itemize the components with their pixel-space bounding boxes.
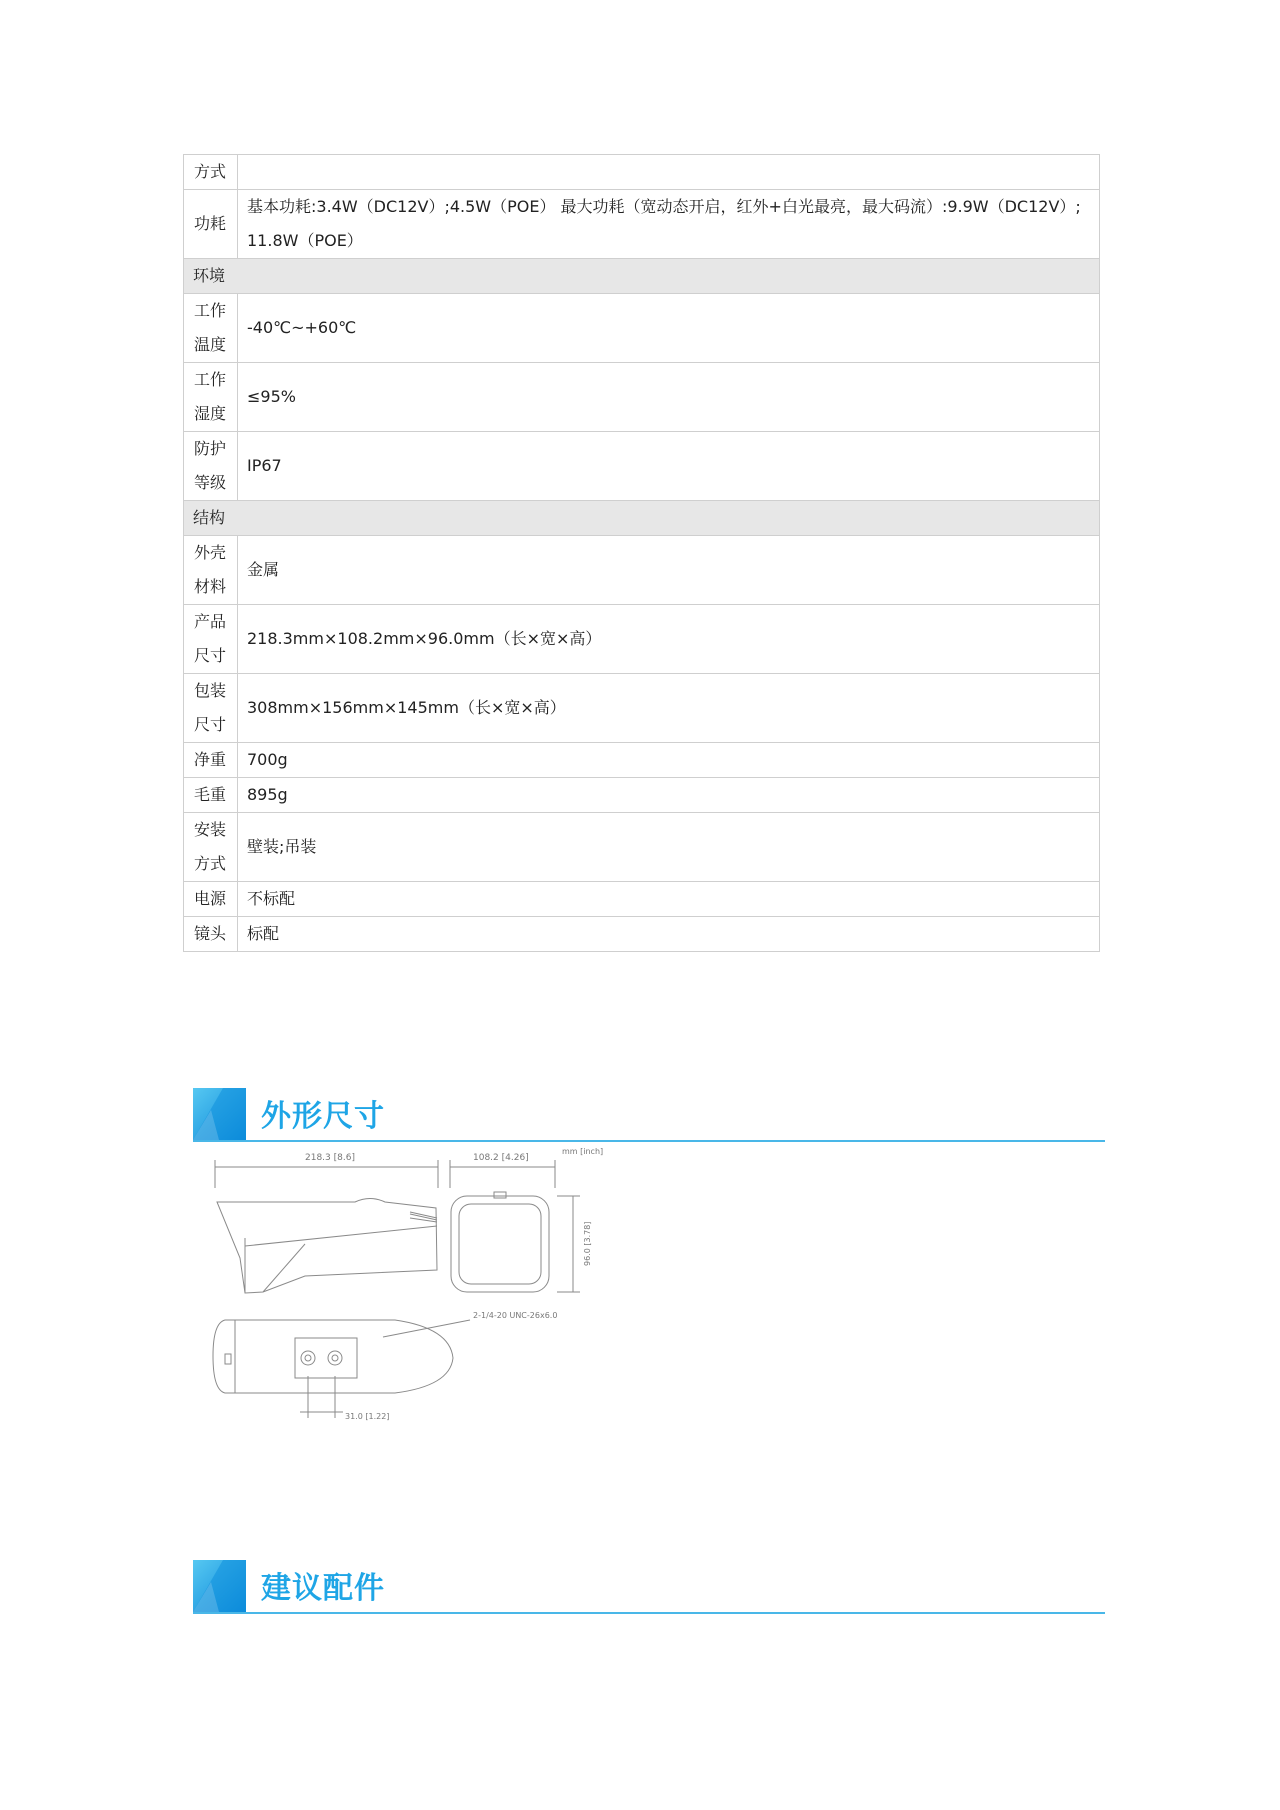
spec-label: 产品尺寸 bbox=[184, 605, 238, 674]
spec-label: 工作湿度 bbox=[184, 363, 238, 432]
spec-label: 功耗 bbox=[184, 190, 238, 259]
spec-value: 不标配 bbox=[238, 882, 1100, 917]
spec-section-row bbox=[184, 259, 1100, 294]
spec-value: ≤95% bbox=[238, 363, 1100, 432]
hole-spacing-label: 31.0 [1.22] bbox=[345, 1412, 390, 1421]
spec-value: 218.3mm×108.2mm×96.0mm（长×宽×高） bbox=[238, 605, 1100, 674]
width-dimension-label: 108.2 [4.26] bbox=[473, 1153, 529, 1163]
spec-row bbox=[184, 743, 1100, 778]
spec-row bbox=[184, 294, 1100, 363]
spec-label: 方式 bbox=[184, 155, 238, 190]
heading-rule bbox=[193, 1140, 1105, 1142]
spec-value: 标配 bbox=[238, 917, 1100, 952]
spec-row bbox=[184, 813, 1100, 882]
spec-row bbox=[184, 778, 1100, 813]
spec-section-row bbox=[184, 501, 1100, 536]
spec-label: 毛重 bbox=[184, 778, 238, 813]
dimensions-title: 外形尺寸 bbox=[261, 1099, 385, 1134]
spec-value: 金属 bbox=[238, 536, 1100, 605]
spec-section-label: 环境 bbox=[184, 259, 1100, 294]
spec-row bbox=[184, 674, 1100, 743]
spec-row bbox=[184, 882, 1100, 917]
heading-rule bbox=[193, 1612, 1105, 1614]
spec-section-label: 结构 bbox=[184, 501, 1100, 536]
spec-value: IP67 bbox=[238, 432, 1100, 501]
spec-label: 电源 bbox=[184, 882, 238, 917]
spec-label: 镜头 bbox=[184, 917, 238, 952]
section-marker-icon bbox=[193, 1560, 246, 1612]
spec-label: 净重 bbox=[184, 743, 238, 778]
dimensions-heading bbox=[193, 1088, 1105, 1142]
spec-row bbox=[184, 155, 1100, 190]
spec-label: 工作温度 bbox=[184, 294, 238, 363]
spec-value: 700g bbox=[238, 743, 1100, 778]
spec-value: 壁装;吊装 bbox=[238, 813, 1100, 882]
mount-thread-label: 2-1/4-20 UNC-26x6.0 bbox=[473, 1311, 558, 1320]
spec-label: 包装尺寸 bbox=[184, 674, 238, 743]
spec-value: 895g bbox=[238, 778, 1100, 813]
spec-value: 基本功耗:3.4W（DC12V）;4.5W（POE） 最大功耗（宽动态开启，红外+白光最亮，最大码流）:9.9W（DC12V）;11.8W（POE） bbox=[238, 190, 1100, 259]
spec-row bbox=[184, 917, 1100, 952]
spec-label: 防护等级 bbox=[184, 432, 238, 501]
spec-table-body bbox=[184, 155, 1100, 952]
section-marker-icon bbox=[193, 1088, 246, 1140]
spec-row bbox=[184, 432, 1100, 501]
spec-value: -40℃~+60℃ bbox=[238, 294, 1100, 363]
spec-table bbox=[183, 154, 1100, 952]
spec-row bbox=[184, 190, 1100, 259]
spec-row bbox=[184, 536, 1100, 605]
spec-value: 308mm×156mm×145mm（长×宽×高） bbox=[238, 674, 1100, 743]
spec-label: 安装方式 bbox=[184, 813, 238, 882]
accessories-title: 建议配件 bbox=[261, 1571, 385, 1606]
accessories-heading bbox=[193, 1560, 1105, 1614]
unit-label: mm [inch] bbox=[562, 1148, 604, 1156]
spec-label: 外壳材料 bbox=[184, 536, 238, 605]
dimension-drawing bbox=[205, 1148, 625, 1448]
spec-row bbox=[184, 605, 1100, 674]
spec-value bbox=[238, 155, 1100, 190]
length-dimension-label: 218.3 [8.6] bbox=[305, 1153, 355, 1163]
height-dimension-label: 96.0 [3.78] bbox=[583, 1221, 592, 1266]
spec-row bbox=[184, 363, 1100, 432]
